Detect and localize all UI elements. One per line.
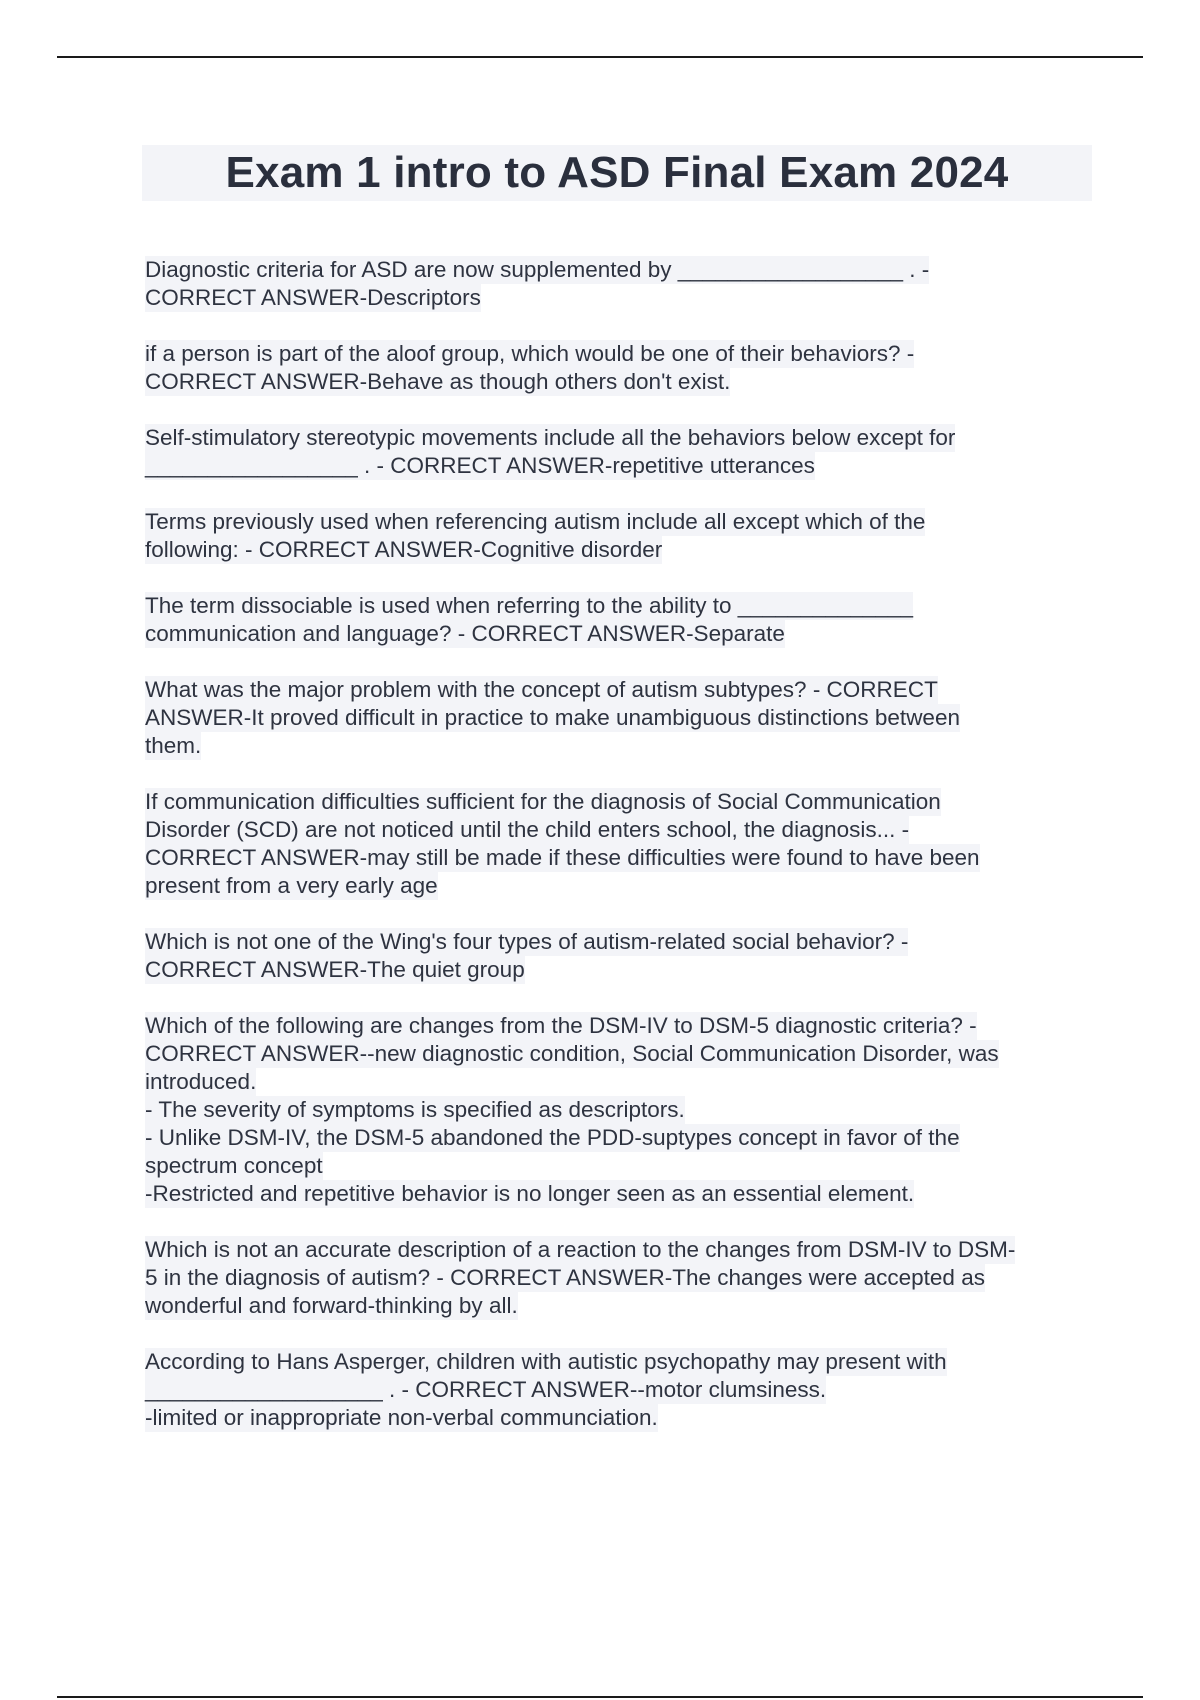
qa-item [145,1236,1085,1320]
qa-line: Disorder (SCD) are not noticed until the child enters school, the diagnosis... - [145,817,910,842]
qa-line: _________________ . - CORRECT ANSWER-repetitive utterances [145,453,815,478]
bottom-rule [57,1696,1143,1698]
top-rule [57,56,1143,58]
qa-item [145,676,1085,760]
qa-item [145,340,1085,396]
qa-line: them. [145,733,202,758]
qa-line: The term dissociable is used when referring to the ability to ______________ [145,593,913,618]
qa-line: ___________________ . - CORRECT ANSWER--motor clumsiness. [145,1377,827,1402]
qa-line: 5 in the diagnosis of autism? - CORRECT ANSWER-The changes were accepted as [145,1265,985,1290]
qa-line: CORRECT ANSWER--new diagnostic condition, Social Communication Disorder, was [145,1041,999,1066]
qa-line: Diagnostic criteria for ASD are now supplemented by __________________ . - [145,257,930,282]
qa-line: CORRECT ANSWER-The quiet group [145,957,525,982]
qa-line: present from a very early age [145,873,438,898]
qa-line: -limited or inappropriate non-verbal communciation. [145,1405,658,1430]
qa-line: Terms previously used when referencing autism include all except which of the [145,509,926,534]
qa-line: What was the major problem with the concept of autism subtypes? - CORRECT [145,677,938,702]
qa-line: According to Hans Asperger, children with autistic psychopathy may present with [145,1349,947,1374]
qa-line: following: - CORRECT ANSWER-Cognitive disorder [145,537,663,562]
qa-line: spectrum concept [145,1153,323,1178]
qa-line: CORRECT ANSWER-Behave as though others don't exist. [145,369,731,394]
qa-line: CORRECT ANSWER-Descriptors [145,285,481,310]
qa-line: - The severity of symptoms is specified as descriptors. [145,1097,685,1122]
qa-item [145,256,1085,312]
qa-line: Which is not an accurate description of a reaction to the changes from DSM-IV to DSM- [145,1237,1016,1262]
qa-item [145,508,1085,564]
qa-line: if a person is part of the aloof group, which would be one of their behaviors? - [145,341,915,366]
title-band [142,145,1092,201]
qa-item [145,424,1085,480]
qa-line: CORRECT ANSWER-may still be made if these difficulties were found to have been [145,845,980,870]
qa-line: Which of the following are changes from the DSM-IV to DSM-5 diagnostic criteria? - [145,1013,977,1038]
qa-list [145,256,1085,1460]
qa-line: - Unlike DSM-IV, the DSM-5 abandoned the PDD-suptypes concept in favor of the [145,1125,960,1150]
page-title: Exam 1 intro to ASD Final Exam 2024 [225,148,1009,197]
qa-line: wonderful and forward-thinking by all. [145,1293,518,1318]
qa-line: Which is not one of the Wing's four types of autism-related social behavior? - [145,929,909,954]
qa-item [145,592,1085,648]
qa-item [145,928,1085,984]
qa-item [145,1348,1085,1432]
qa-line: communication and language? - CORRECT ANSWER-Separate [145,621,785,646]
qa-item [145,1012,1085,1208]
qa-line: -Restricted and repetitive behavior is no longer seen as an essential element. [145,1181,915,1206]
qa-item [145,788,1085,900]
qa-line: Self-stimulatory stereotypic movements include all the behaviors below except for [145,425,956,450]
qa-line: If communication difficulties sufficient for the diagnosis of Social Communication [145,789,941,814]
qa-line: ANSWER-It proved difficult in practice to make unambiguous distinctions between [145,705,960,730]
qa-line: introduced. [145,1069,257,1094]
